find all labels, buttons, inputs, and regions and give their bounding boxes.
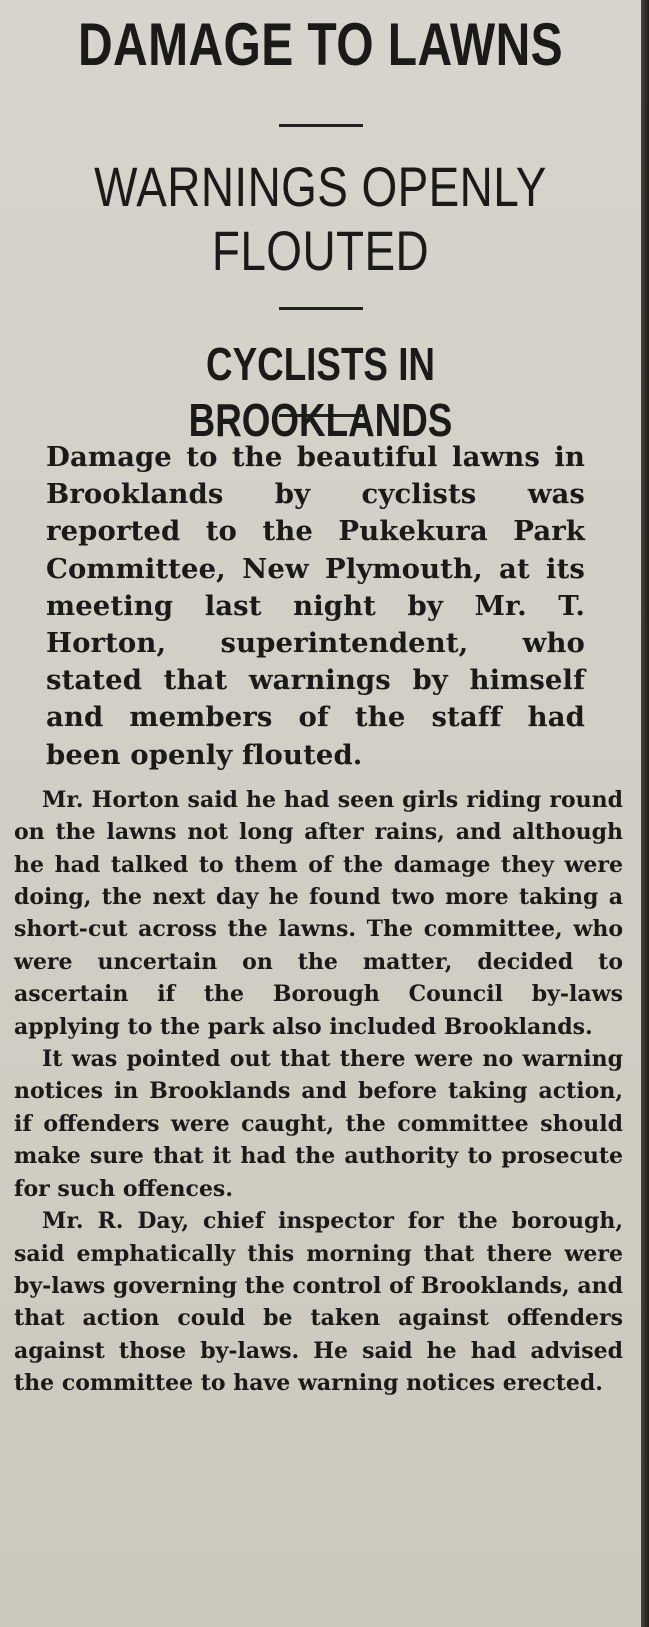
body-paragraph-3: Mr. R. Day, chief inspector for the borough, said emphatically this morning that there were by-laws governing the control of Brooklands, and that action could be taken against offenders against those by-laws. He said he had advised the committee to have warning notices erected. [14,1208,623,1397]
headline-main: DAMAGE TO LAWNS [77,11,564,78]
body-paragraph-2: It was pointed out that there were no warning notices in Brooklands and before taking action, if offenders were caught, the committee should make sure that it had the authority to prosecute for such offences. [14,1046,623,1202]
headline-divider-2 [279,307,363,310]
body-paragraph-1: Mr. Horton said he had seen girls riding round on the lawns not long after rains, and although he had talked to them of the damage they were doing, the next day he found two more taking a short-cut across the lawns. The committee, who were uncertain on the matter, decided to ascertain if the Borough Council by-laws applying to the park also included Brooklands. [14,786,623,1040]
headline-secondary: WARNINGS OPENLY FLOUTED [94,155,547,282]
headline-divider-1 [279,124,363,127]
headline-tertiary: CYCLISTS IN BROOKLANDS [188,338,453,446]
page-edge-shadow [641,0,649,1627]
lead-paragraph: Damage to the beautiful lawns in Brooklands by cyclists was reported to the Pukekura Park Committee, New Plymouth, at its meeting last night by Mr. T. Horton, superintendent, who stated that warnings by himself and members of the staff had been openly flouted. [46,441,585,771]
